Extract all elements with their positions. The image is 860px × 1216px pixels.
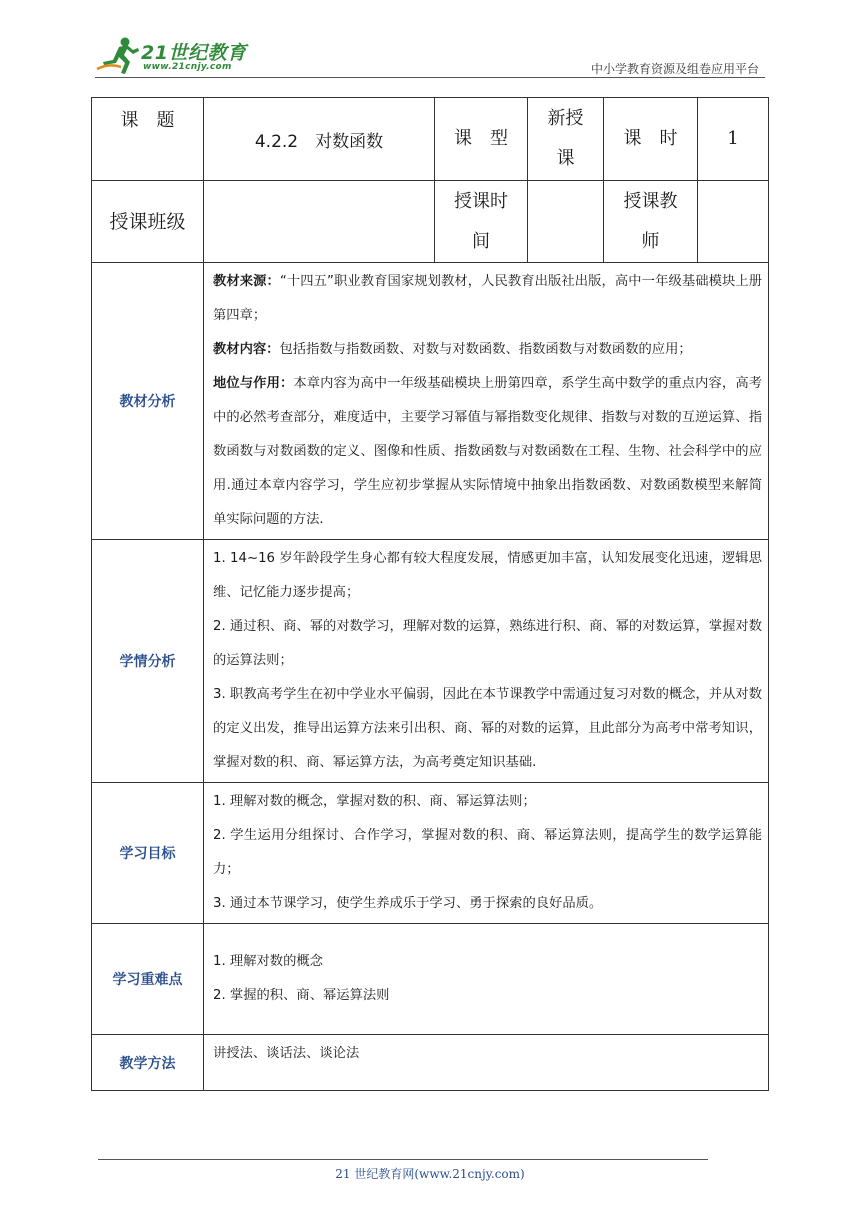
learning-goals-content — [204, 783, 769, 924]
time-value — [528, 181, 604, 263]
runner-logo-icon — [95, 36, 141, 76]
list-item: 3. 职教高考学生在初中学业水平偏弱，因此在本节课教学中需通过复习对数的概念，并从对数的定义出发，推导出运算方法来引出积、商、幂的对数的运算，且此部分为高考中常考知识，掌握对数的积、商、幂运算方法，为高考奠定知识基础. — [213, 687, 762, 770]
page-footer: 21 世纪教育网(www.21cnjy.com) — [335, 1167, 525, 1181]
type-value: 新授课 — [528, 98, 604, 181]
content-key: 教材内容： — [213, 342, 280, 357]
teacher-label: 授课教师 — [604, 181, 698, 263]
period-label: 课 时 — [604, 98, 698, 181]
time-label: 授课时间 — [435, 181, 528, 263]
platform-name: 中小学教育资源及组卷应用平台 — [590, 62, 759, 76]
key-points-content — [204, 924, 769, 1035]
topic-label: 课 题 — [120, 110, 175, 131]
type-label: 课 型 — [435, 98, 528, 181]
page-header — [95, 36, 765, 78]
topic-value: 4.2.2 对数函数 — [204, 98, 435, 181]
teacher-value — [698, 181, 769, 263]
table-row — [92, 263, 769, 540]
logo-text: 21世纪教育 — [141, 42, 247, 64]
textbook-analysis-content — [204, 263, 769, 540]
role-text: 本章内容为高中一年级基础模块上册第四章，系学生高中数学的重点内容，高考中的必然考查部分，难度适中，主要学习幂值与幂指数变化规律、指数与对数的互逆运算、指数函数与对数函数的定义、图像和性质、指数函数与对数函数在工程、生物、社会科学中的应用.通过本章内容学习，学生应初步掌握从实际情境中抽象出指数函数、对数函数模型来解简单实际问题的方法. — [213, 376, 763, 527]
textbook-analysis-label: 教材分析 — [92, 263, 204, 540]
footer-divider — [98, 1159, 708, 1160]
table-row — [92, 924, 769, 1035]
textbook-source — [213, 265, 762, 333]
list-item: 3. 通过本节课学习，使学生养成乐于学习、勇于探索的良好品质。 — [213, 896, 603, 911]
learning-goals-label: 学习目标 — [92, 783, 204, 924]
teaching-methods-content — [204, 1035, 769, 1091]
student-analysis-label: 学情分析 — [92, 540, 204, 783]
period-value: 1 — [698, 98, 769, 181]
logo-url: www.21cnjy.com — [143, 62, 232, 72]
textbook-content — [213, 333, 762, 367]
textbook-role — [213, 367, 762, 537]
list-item: 1. 理解对数的概念 — [213, 954, 323, 969]
topic-label-cell — [92, 98, 204, 181]
list-item: 1. 理解对数的概念，掌握对数的积、商、幂运算法则； — [213, 794, 536, 809]
class-value — [204, 181, 435, 263]
student-analysis-content — [204, 540, 769, 783]
lesson-plan-table — [91, 97, 769, 1091]
table-row — [92, 540, 769, 783]
source-key: 教材来源： — [213, 274, 280, 289]
table-row — [92, 98, 769, 181]
list-item: 1. 14~16 岁年龄段学生身心都有较大程度发展，情感更加丰富，认知发展变化迅速，逻辑思维、记忆能力逐步提高； — [213, 551, 762, 600]
table-row — [92, 1035, 769, 1091]
methods-text: 讲授法、谈话法、谈论法 — [213, 1046, 360, 1061]
list-item: 2. 掌握的积、商、幂运算法则 — [213, 988, 390, 1003]
logo — [95, 36, 265, 78]
list-item: 2. 通过积、商、幂的对数学习，理解对数的运算，熟练进行积、商、幂的对数运算，掌握对数的运算法则； — [213, 619, 762, 668]
key-points-label: 学习重难点 — [92, 924, 204, 1035]
list-item: 2. 学生运用分组探讨、合作学习，掌握对数的积、商、幂运算法则，提高学生的数学运算能力； — [213, 828, 762, 877]
teaching-methods-label: 教学方法 — [92, 1035, 204, 1091]
header-divider — [95, 77, 765, 78]
table-row — [92, 181, 769, 263]
content-text: 包括指数与指数函数、对数与对数函数、指数函数与对数函数的应用； — [279, 342, 692, 357]
table-row — [92, 783, 769, 924]
class-label: 授课班级 — [92, 181, 204, 263]
source-text: “十四五”职业教育国家规划教材，人民教育出版社出版，高中一年级基础模块上册第四章； — [213, 274, 763, 323]
role-key: 地位与作用： — [213, 376, 294, 391]
